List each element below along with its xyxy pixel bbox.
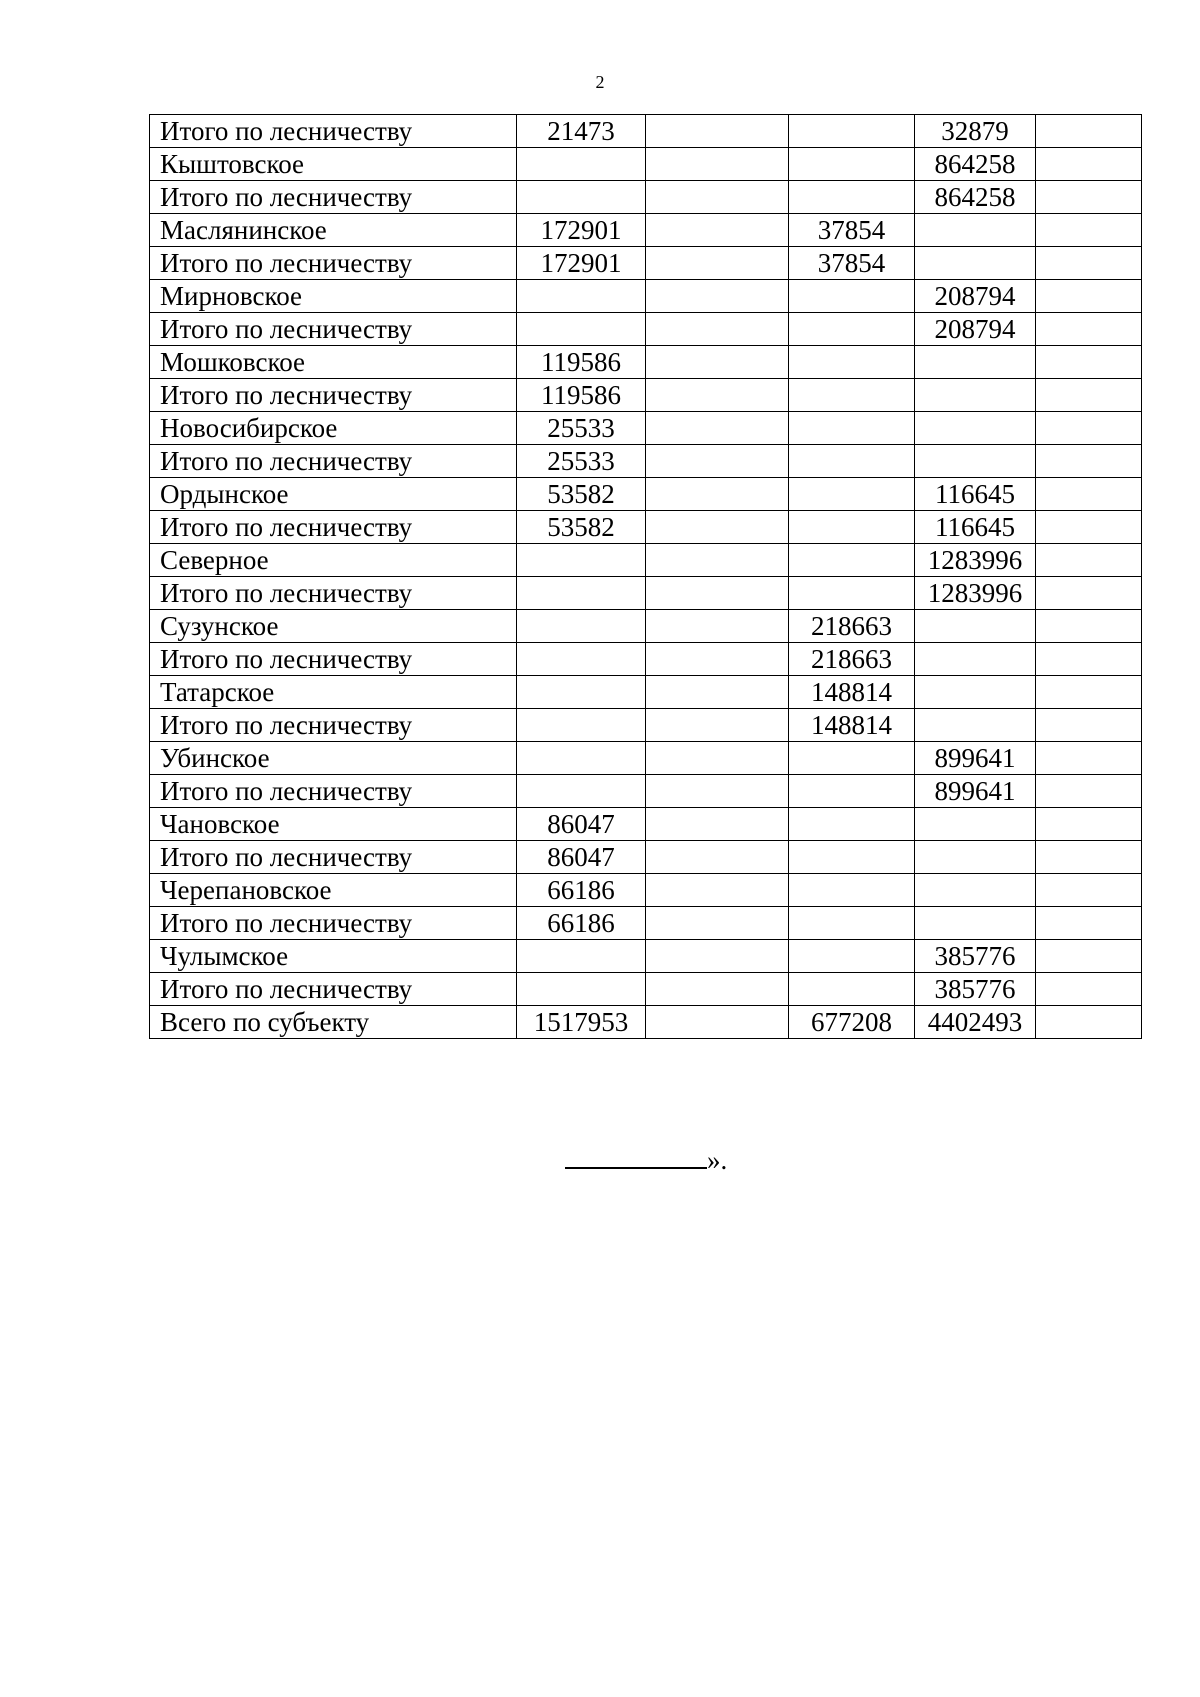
value-cell	[646, 313, 789, 346]
row-name-cell: Маслянинское	[150, 214, 517, 247]
value-cell	[915, 412, 1036, 445]
value-cell	[646, 775, 789, 808]
value-cell	[517, 544, 646, 577]
value-cell: 86047	[517, 841, 646, 874]
table-row	[150, 544, 1142, 577]
value-cell	[789, 313, 915, 346]
value-cell: 37854	[789, 214, 915, 247]
row-name-cell: Кыштовское	[150, 148, 517, 181]
row-name-cell: Сузунское	[150, 610, 517, 643]
value-cell	[915, 379, 1036, 412]
value-cell	[646, 676, 789, 709]
row-name-cell: Итого по лесничеству	[150, 247, 517, 280]
table-row	[150, 478, 1142, 511]
value-cell	[915, 808, 1036, 841]
closing-mark	[565, 1143, 727, 1175]
closing-quote: ».	[707, 1145, 728, 1175]
value-cell: 218663	[789, 643, 915, 676]
row-name-cell: Итого по лесничеству	[150, 907, 517, 940]
value-cell	[1036, 379, 1142, 412]
value-cell: 119586	[517, 379, 646, 412]
value-cell: 1517953	[517, 1006, 646, 1039]
row-name-cell: Ордынское	[150, 478, 517, 511]
value-cell	[646, 247, 789, 280]
value-cell: 208794	[915, 280, 1036, 313]
table-row	[150, 313, 1142, 346]
value-cell	[646, 478, 789, 511]
value-cell	[915, 247, 1036, 280]
table-row	[150, 445, 1142, 478]
row-name-cell: Итого по лесничеству	[150, 973, 517, 1006]
value-cell	[1036, 577, 1142, 610]
value-cell	[915, 643, 1036, 676]
value-cell: 385776	[915, 940, 1036, 973]
value-cell	[789, 280, 915, 313]
value-cell	[517, 148, 646, 181]
value-cell	[915, 214, 1036, 247]
value-cell	[1036, 115, 1142, 148]
table-row	[150, 346, 1142, 379]
table-row	[150, 775, 1142, 808]
value-cell	[1036, 676, 1142, 709]
row-name-cell: Убинское	[150, 742, 517, 775]
value-cell	[646, 544, 789, 577]
table-row	[150, 940, 1142, 973]
row-name-cell: Итого по лесничеству	[150, 115, 517, 148]
table-row	[150, 115, 1142, 148]
value-cell: 32879	[915, 115, 1036, 148]
value-cell	[915, 445, 1036, 478]
value-cell	[915, 907, 1036, 940]
row-name-cell: Итого по лесничеству	[150, 313, 517, 346]
row-name-cell: Итого по лесничеству	[150, 577, 517, 610]
forestry-table	[149, 114, 1142, 1039]
value-cell: 864258	[915, 148, 1036, 181]
value-cell: 899641	[915, 742, 1036, 775]
value-cell	[646, 907, 789, 940]
value-cell	[646, 115, 789, 148]
value-cell	[646, 511, 789, 544]
value-cell	[789, 346, 915, 379]
row-name-cell: Всего по субъекту	[150, 1006, 517, 1039]
value-cell	[517, 313, 646, 346]
value-cell: 53582	[517, 511, 646, 544]
row-name-cell: Итого по лесничеству	[150, 379, 517, 412]
value-cell	[517, 610, 646, 643]
value-cell	[789, 511, 915, 544]
value-cell	[1036, 1006, 1142, 1039]
value-cell: 677208	[789, 1006, 915, 1039]
value-cell	[1036, 346, 1142, 379]
table-row	[150, 412, 1142, 445]
value-cell: 864258	[915, 181, 1036, 214]
value-cell	[789, 181, 915, 214]
value-cell	[646, 742, 789, 775]
value-cell: 218663	[789, 610, 915, 643]
table-row	[150, 808, 1142, 841]
value-cell	[1036, 907, 1142, 940]
table-row	[150, 841, 1142, 874]
row-name-cell: Итого по лесничеству	[150, 643, 517, 676]
row-name-cell: Татарское	[150, 676, 517, 709]
value-cell	[789, 577, 915, 610]
value-cell	[1036, 313, 1142, 346]
value-cell	[1036, 973, 1142, 1006]
value-cell	[646, 379, 789, 412]
value-cell	[915, 709, 1036, 742]
value-cell	[915, 874, 1036, 907]
value-cell	[517, 577, 646, 610]
value-cell	[1036, 445, 1142, 478]
value-cell	[646, 973, 789, 1006]
table-row	[150, 907, 1142, 940]
value-cell	[517, 775, 646, 808]
value-cell	[915, 610, 1036, 643]
table-row	[150, 610, 1142, 643]
value-cell	[1036, 148, 1142, 181]
value-cell: 1283996	[915, 577, 1036, 610]
value-cell	[517, 676, 646, 709]
value-cell	[1036, 808, 1142, 841]
value-cell	[789, 973, 915, 1006]
value-cell: 66186	[517, 907, 646, 940]
row-name-cell: Итого по лесничеству	[150, 709, 517, 742]
row-name-cell: Мошковское	[150, 346, 517, 379]
value-cell	[1036, 940, 1142, 973]
value-cell: 25533	[517, 412, 646, 445]
row-name-cell: Северное	[150, 544, 517, 577]
table-row	[150, 247, 1142, 280]
value-cell: 148814	[789, 709, 915, 742]
table-row	[150, 973, 1142, 1006]
value-cell	[1036, 709, 1142, 742]
value-cell	[789, 940, 915, 973]
table-row	[150, 643, 1142, 676]
value-cell: 86047	[517, 808, 646, 841]
row-name-cell: Итого по лесничеству	[150, 775, 517, 808]
value-cell	[1036, 610, 1142, 643]
value-cell: 148814	[789, 676, 915, 709]
page-number: 2	[595, 72, 605, 92]
value-cell	[646, 214, 789, 247]
value-cell	[789, 874, 915, 907]
value-cell	[646, 610, 789, 643]
value-cell: 4402493	[915, 1006, 1036, 1039]
value-cell	[646, 808, 789, 841]
value-cell	[789, 445, 915, 478]
value-cell	[646, 577, 789, 610]
value-cell: 37854	[789, 247, 915, 280]
value-cell	[646, 874, 789, 907]
value-cell	[789, 742, 915, 775]
value-cell	[517, 940, 646, 973]
table-row	[150, 379, 1142, 412]
value-cell	[646, 841, 789, 874]
value-cell	[1036, 841, 1142, 874]
value-cell: 21473	[517, 115, 646, 148]
value-cell: 172901	[517, 247, 646, 280]
value-cell	[646, 940, 789, 973]
row-name-cell: Мирновское	[150, 280, 517, 313]
table-row	[150, 511, 1142, 544]
value-cell	[1036, 478, 1142, 511]
row-name-cell: Итого по лесничеству	[150, 181, 517, 214]
value-cell: 1283996	[915, 544, 1036, 577]
table-row	[150, 280, 1142, 313]
value-cell	[915, 841, 1036, 874]
value-cell	[789, 148, 915, 181]
table-row	[150, 181, 1142, 214]
value-cell	[517, 709, 646, 742]
value-cell	[915, 676, 1036, 709]
table-row	[150, 676, 1142, 709]
value-cell	[1036, 511, 1142, 544]
row-name-cell: Итого по лесничеству	[150, 841, 517, 874]
value-cell: 208794	[915, 313, 1036, 346]
value-cell: 53582	[517, 478, 646, 511]
closing-underline	[565, 1143, 707, 1169]
value-cell	[1036, 280, 1142, 313]
value-cell: 116645	[915, 511, 1036, 544]
value-cell	[517, 973, 646, 1006]
value-cell	[646, 445, 789, 478]
value-cell	[646, 709, 789, 742]
value-cell	[789, 379, 915, 412]
value-cell	[789, 907, 915, 940]
value-cell: 25533	[517, 445, 646, 478]
value-cell	[517, 280, 646, 313]
value-cell: 116645	[915, 478, 1036, 511]
value-cell	[1036, 874, 1142, 907]
value-cell: 172901	[517, 214, 646, 247]
value-cell	[517, 181, 646, 214]
value-cell	[1036, 181, 1142, 214]
value-cell	[1036, 643, 1142, 676]
value-cell: 385776	[915, 973, 1036, 1006]
value-cell	[789, 478, 915, 511]
value-cell	[1036, 544, 1142, 577]
value-cell	[646, 643, 789, 676]
row-name-cell: Итого по лесничеству	[150, 511, 517, 544]
value-cell: 119586	[517, 346, 646, 379]
value-cell	[789, 841, 915, 874]
row-name-cell: Новосибирское	[150, 412, 517, 445]
row-name-cell: Чулымское	[150, 940, 517, 973]
value-cell	[517, 742, 646, 775]
row-name-cell: Итого по лесничеству	[150, 445, 517, 478]
table-body	[150, 115, 1142, 1039]
row-name-cell: Чановское	[150, 808, 517, 841]
row-name-cell: Черепановское	[150, 874, 517, 907]
value-cell	[1036, 742, 1142, 775]
table-row	[150, 148, 1142, 181]
table-row	[150, 742, 1142, 775]
value-cell	[1036, 214, 1142, 247]
value-cell	[517, 643, 646, 676]
value-cell	[646, 1006, 789, 1039]
value-cell	[1036, 775, 1142, 808]
value-cell	[646, 181, 789, 214]
value-cell	[789, 115, 915, 148]
value-cell	[646, 346, 789, 379]
value-cell	[789, 775, 915, 808]
value-cell	[646, 280, 789, 313]
value-cell: 66186	[517, 874, 646, 907]
value-cell	[646, 412, 789, 445]
table-row	[150, 1006, 1142, 1039]
value-cell: 899641	[915, 775, 1036, 808]
value-cell	[915, 346, 1036, 379]
value-cell	[789, 412, 915, 445]
table-row	[150, 874, 1142, 907]
table-row	[150, 577, 1142, 610]
value-cell	[1036, 412, 1142, 445]
value-cell	[646, 148, 789, 181]
table-row	[150, 214, 1142, 247]
value-cell	[1036, 247, 1142, 280]
value-cell	[789, 808, 915, 841]
value-cell	[789, 544, 915, 577]
table-row	[150, 709, 1142, 742]
